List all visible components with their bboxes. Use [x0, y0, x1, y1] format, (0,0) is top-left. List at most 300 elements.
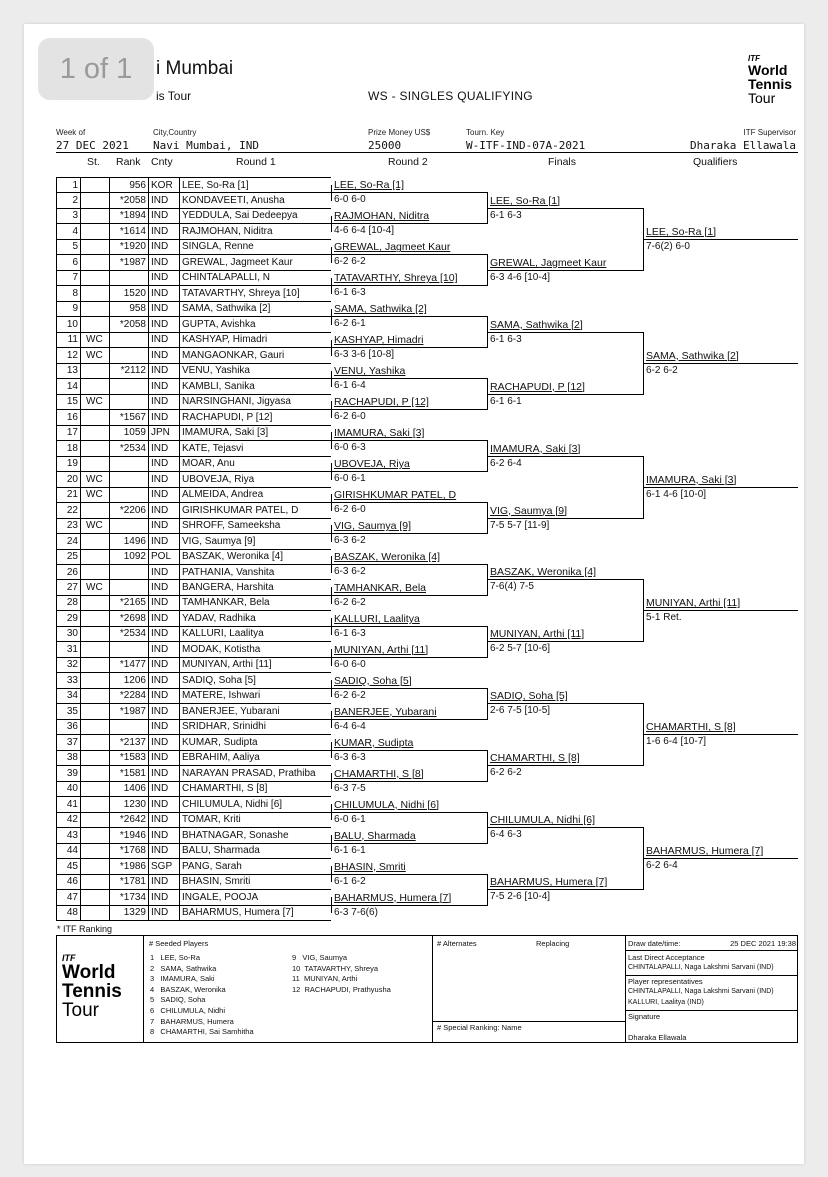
row-rule	[56, 657, 331, 658]
finals-match-score: 7-6(4) 7-5	[490, 581, 534, 593]
row-rule	[56, 905, 331, 906]
player-country: IND	[151, 489, 169, 501]
row-rule	[56, 378, 331, 379]
seed-line-number: 30	[66, 628, 78, 640]
player-name: NARAYAN PRASAD, Prathiba	[182, 767, 316, 779]
row-rule	[56, 316, 331, 317]
seed-line-number: 26	[66, 566, 78, 578]
seed-line-number: 4	[72, 225, 78, 237]
lda-rule	[625, 975, 798, 976]
player-name: MODAK, Kotistha	[182, 643, 261, 655]
finals-winner-name: LEE, So-Ra [1]	[490, 194, 561, 207]
seed-line-number: 15	[66, 396, 78, 408]
entry-status: WC	[86, 489, 103, 501]
player-country: IND	[151, 628, 169, 640]
qualifiers-winner-name: IMAMURA, Saki [3]	[646, 473, 737, 486]
round2-winner-name: KALLURI, Laalitya	[334, 612, 420, 625]
round2-match-score: 6-0 6-3	[334, 442, 366, 454]
qualifiers-winner-line	[643, 239, 798, 240]
entry-status: WC	[86, 473, 103, 485]
footer-special-rule	[432, 1021, 625, 1022]
row-rule	[56, 812, 331, 813]
round2-winner-name: KASHYAP, Himadri	[334, 334, 424, 347]
player-country: IND	[151, 597, 169, 609]
finals-winner-name: BASZAK, Weronika [4]	[490, 566, 597, 579]
player-country: IND	[151, 721, 169, 733]
row-rule	[56, 595, 331, 596]
player-name: TOMAR, Kriti	[182, 814, 241, 826]
entry-status: WC	[86, 520, 103, 532]
player-rank: *1894	[119, 210, 146, 222]
row-rule	[56, 703, 331, 704]
row-rule	[56, 270, 331, 271]
round2-match-score: 4-6 6-4 [10-4]	[334, 225, 395, 237]
footer-top-rule	[56, 935, 798, 936]
round2-match-score: 6-0 6-1	[334, 473, 366, 485]
player-country: IND	[151, 891, 169, 903]
col-header-st: St.	[87, 156, 100, 168]
player-rank: *2165	[119, 597, 146, 609]
round2-winner-name: MUNIYAN, Arthi [11]	[334, 643, 429, 656]
finals-winner-line	[487, 703, 643, 704]
seed-line-number: 42	[66, 814, 78, 826]
seeded-players-title: # Seeded Players	[149, 939, 209, 948]
col-header-cnty: Cnty	[151, 156, 173, 168]
player-rank: *2137	[119, 736, 146, 748]
player-country: POL	[151, 551, 172, 563]
seed-line-number: 23	[66, 520, 78, 532]
round2-winner-line	[331, 781, 487, 782]
city-label: City,Country	[153, 128, 197, 137]
player-name: VIG, Saumya [9]	[182, 535, 256, 547]
seed-line-number: 1	[72, 179, 78, 191]
row-rule	[56, 719, 331, 720]
player-rank: *1567	[119, 411, 146, 423]
seed-line-number: 36	[66, 721, 78, 733]
player-rank: *1581	[119, 767, 146, 779]
round2-winner-name: GREWAL, Jagmeet Kaur	[334, 241, 451, 254]
seed-line-number: 2	[72, 194, 78, 206]
seed-line-number: 17	[66, 427, 78, 439]
round2-match-score: 6-1 6-3	[334, 627, 366, 639]
player-country: IND	[151, 520, 169, 532]
finals-winner-line	[487, 332, 643, 333]
seed-entry: 1 LEE, So-Ra	[150, 953, 201, 962]
itf-ranking-note: * ITF Ranking	[57, 924, 113, 934]
player-rank: *1583	[119, 752, 146, 764]
player-rank: *2698	[119, 612, 146, 624]
player-name: GIRISHKUMAR PATEL, D	[182, 504, 299, 516]
draw-date-rule	[625, 950, 798, 951]
player-rank: *1920	[119, 241, 146, 253]
finals-winner-name: RACHAPUDI, P [12]	[490, 380, 585, 393]
round2-match-score: 6-2 6-1	[334, 318, 366, 330]
player-rank: *2058	[119, 318, 146, 330]
finals-winner-line	[487, 518, 643, 519]
round2-match-score: 6-1 6-4	[334, 380, 366, 392]
player-name: SADIQ, Soha [5]	[182, 674, 256, 686]
player-rank: *2058	[119, 194, 146, 206]
round2-winner-line	[331, 471, 487, 472]
round2-winner-line	[331, 223, 487, 224]
row-rule	[56, 641, 331, 642]
seed-line-number: 19	[66, 458, 78, 470]
player-country: IND	[151, 318, 169, 330]
col-header-finals: Finals	[548, 156, 577, 168]
round2-winner-line	[331, 719, 487, 720]
qualifiers-match-score: 6-1 4-6 [10-0]	[646, 488, 707, 500]
seed-line-number: 5	[72, 241, 78, 253]
finals-winner-name: SADIQ, Soha [5]	[490, 690, 568, 703]
seed-line-number: 29	[66, 612, 78, 624]
row-rule	[56, 672, 331, 673]
round2-match-score: 6-0 6-0	[334, 658, 366, 670]
round2-winner-line	[331, 316, 487, 317]
round2-winner-name: SAMA, Sathwika [2]	[334, 303, 427, 316]
qualifiers-winner-name: MUNIYAN, Arthi [11]	[646, 597, 741, 610]
seed-entry: 2 SAMA, Sathwika	[150, 963, 217, 973]
round2-winner-name: GIRISHKUMAR PATEL, D	[334, 489, 457, 502]
player-name: RAJMOHAN, Niditra	[182, 225, 273, 237]
player-name: KALLURI, Laalitya	[182, 628, 264, 640]
qualifiers-winner-name: LEE, So-Ra [1]	[646, 225, 717, 238]
player-rank: 958	[129, 303, 146, 315]
round2-winner-line	[331, 905, 487, 906]
round2-match-score: 6-3 7-5	[334, 782, 366, 794]
round2-match-score: 6-2 6-2	[334, 596, 366, 608]
seed-line-number: 8	[72, 287, 78, 299]
last-direct-acceptance-label: Last Direct Acceptance	[628, 953, 705, 962]
seed-entry: 9 VIG, Saumya	[292, 953, 348, 962]
player-rank: *2534	[119, 628, 146, 640]
seed-line-number: 11	[67, 334, 78, 346]
round2-winner-name: BALU, Sharmada	[334, 829, 416, 842]
row-rule	[56, 688, 331, 689]
seed-line-number: 14	[66, 380, 78, 392]
row-rule	[56, 549, 331, 550]
player-name: SAMA, Sathwika [2]	[182, 303, 271, 315]
logo-itf-text: ITF	[748, 54, 760, 63]
round2-winner-name: RAJMOHAN, Niditra	[334, 210, 430, 223]
footer-logo-tennis-text: Tennis	[62, 981, 122, 1002]
round2-winner-line	[331, 843, 487, 844]
row-rule	[56, 223, 331, 224]
round2-winner-name: BASZAK, Weronika [4]	[334, 551, 441, 563]
round2-winner-line	[331, 812, 487, 813]
tourn-key-label: Tourn. Key	[466, 128, 505, 137]
round2-winner-line	[331, 254, 487, 255]
finals-winner-line	[487, 394, 643, 395]
tournament-city-title: i Mumbai	[156, 58, 234, 79]
round2-winner-name: SADIQ, Soha [5]	[334, 674, 412, 687]
replacing-title: Replacing	[536, 939, 570, 948]
seed-line-number: 45	[66, 860, 78, 872]
player-name: GUPTA, Avishka	[182, 318, 256, 330]
row-rule	[56, 889, 331, 890]
seed-line-number: 3	[72, 210, 78, 222]
player-rank: *2206	[119, 504, 146, 516]
player-country: IND	[151, 411, 169, 423]
player-name: UBOVEJA, Riya	[182, 473, 255, 485]
row-rule	[56, 874, 331, 875]
player-name: CHAMARTHI, S [8]	[182, 783, 268, 795]
logo-world-text: World	[748, 62, 788, 78]
round2-match-score: 6-0 6-1	[334, 813, 366, 825]
last-direct-acceptance-value: CHINTALAPALLI, Naga Lakshmi Sarvani (IND)	[628, 964, 774, 971]
row-rule	[56, 781, 331, 782]
entry-status: WC	[86, 349, 103, 361]
player-country: IND	[151, 272, 169, 284]
footer-left-rule	[56, 935, 57, 1043]
row-rule	[56, 765, 331, 766]
player-name: CHINTALAPALLI, N	[182, 272, 270, 284]
player-country: IND	[151, 876, 169, 888]
finals-winner-name: GREWAL, Jagmeet Kaur	[490, 256, 607, 269]
player-country: IND	[151, 612, 169, 624]
player-rank: *1987	[119, 705, 146, 717]
finals-match-score: 6-3 4-6 [10-4]	[490, 271, 551, 283]
player-name: VENU, Yashika	[182, 365, 250, 377]
player-country: IND	[151, 814, 169, 826]
player-country: IND	[151, 829, 169, 841]
player-name: BANGERA, Harshita	[182, 581, 274, 593]
player-rank: 1230	[123, 798, 146, 810]
seed-line-number: 35	[66, 705, 78, 717]
player-country: IND	[151, 767, 169, 779]
player-name: SRIDHAR, Srinidhi	[182, 721, 266, 733]
finals-match-score: 6-1 6-3	[490, 333, 522, 345]
round2-winner-name: UBOVEJA, Riya	[334, 458, 410, 471]
round2-match-score: 6-1 6-1	[334, 844, 366, 856]
player-country: IND	[151, 225, 169, 237]
seed-line-number: 28	[66, 597, 78, 609]
footer-logo-world-text: World	[62, 962, 116, 983]
round2-match-score: 6-3 6-2	[334, 566, 366, 577]
round2-match-score: 6-1 6-2	[334, 875, 366, 887]
player-rank: *1614	[119, 225, 146, 237]
footer-divider-2	[432, 935, 433, 1043]
round2-winner-name: TATAVARTHY, Shreya [10]	[334, 272, 458, 285]
finals-winner-line	[487, 765, 643, 766]
seed-entry: 6 CHILUMULA, Nidhi	[150, 1006, 226, 1015]
player-name: KASHYAP, Himadri	[182, 334, 268, 346]
finals-winner-name: CHILUMULA, Nidhi [6]	[490, 814, 596, 827]
finals-match-score: 2-6 7-5 [10-5]	[490, 705, 551, 717]
player-country: IND	[151, 256, 169, 268]
finals-winner-name: IMAMURA, Saki [3]	[490, 442, 581, 455]
player-country: IND	[151, 674, 169, 686]
player-country: IND	[151, 396, 169, 408]
player-country: IND	[151, 380, 169, 392]
finals-winner-line	[487, 579, 643, 580]
supervisor-value: Dharaka Ellawala	[690, 139, 796, 152]
player-rank: *2284	[119, 690, 146, 702]
round2-winner-name: CHAMARTHI, S [8]	[334, 767, 424, 780]
player-rank: 1092	[123, 551, 146, 563]
qualifiers-match-score: 6-2 6-2	[646, 364, 678, 376]
qualifiers-winner-line	[643, 610, 798, 611]
seed-line-number: 47	[66, 891, 78, 903]
signature-name: Dharaka Ellawala	[628, 1033, 687, 1042]
player-name: PANG, Sarah	[182, 860, 242, 872]
logo-tour-text: Tour	[748, 90, 776, 106]
row-rule	[56, 626, 331, 627]
alternates-title: # Alternates	[437, 939, 477, 948]
player-name: PATHANIA, Vanshita	[182, 566, 275, 578]
player-country: IND	[151, 659, 169, 671]
finals-match-score: 6-1 6-1	[490, 395, 522, 407]
player-name: NARSINGHANI, Jigyasa	[182, 396, 291, 408]
seed-line-number: 25	[66, 551, 78, 563]
qualifiers-winner-line	[643, 487, 798, 488]
round2-match-score: 6-3 7-6(6)	[334, 906, 378, 918]
player-rank: 1406	[123, 783, 146, 795]
player-name: INGALE, POOJA	[182, 891, 259, 903]
round2-winner-name: VENU, Yashika	[334, 365, 406, 378]
city-value: Navi Mumbai, IND	[153, 139, 259, 152]
seed-line-number: 6	[72, 256, 78, 268]
finals-match-score: 7-5 2-6 [10-4]	[490, 891, 551, 903]
row-rule	[56, 750, 331, 751]
player-country: IND	[151, 690, 169, 702]
player-name: MUNIYAN, Arthi [11]	[182, 659, 272, 671]
finals-winner-line	[487, 889, 643, 890]
player-country: IND	[151, 473, 169, 485]
row-rule	[56, 827, 331, 828]
row-rule	[56, 177, 331, 178]
qualifiers-match-score: 6-2 6-4	[646, 860, 678, 872]
player-rank: *1987	[119, 256, 146, 268]
row-rule	[56, 425, 331, 426]
player-rank: *1734	[119, 891, 146, 903]
round2-winner-line	[331, 688, 487, 689]
row-rule	[56, 533, 331, 534]
round2-match-score: 6-3 6-2	[334, 535, 366, 547]
seed-line-number: 22	[66, 504, 78, 516]
row-rule	[56, 487, 331, 488]
week-label: Week of	[56, 128, 86, 137]
row-rule	[56, 843, 331, 844]
reps-rule	[625, 1010, 798, 1011]
col-header-qualifiers: Qualifiers	[693, 156, 738, 168]
player-name: GREWAL, Jagmeet Kaur	[182, 256, 293, 268]
qualifiers-match-score: 5-1 Ret.	[646, 612, 682, 624]
round2-match-score: 6-3 6-3	[334, 751, 366, 763]
finals-winner-line	[487, 208, 643, 209]
player-country: IND	[151, 783, 169, 795]
player-name: ALMEIDA, Andrea	[182, 489, 264, 501]
week-value: 27 DEC 2021	[56, 139, 129, 152]
player-country: IND	[151, 365, 169, 377]
seed-line-number: 48	[66, 907, 78, 919]
seed-entry: 3 IMAMURA, Saki	[150, 974, 215, 984]
qualifiers-winner-name: BAHARMUS, Humera [7]	[646, 845, 764, 858]
seed-line-number: 31	[66, 643, 78, 655]
finals-winner-line	[487, 641, 643, 642]
player-name: BAHARMUS, Humera [7]	[182, 907, 294, 919]
player-name: YEDDULA, Sai Dedeepya	[182, 210, 298, 222]
round2-winner-line	[331, 347, 487, 348]
seed-line-number: 34	[66, 690, 78, 702]
row-rule	[56, 394, 331, 395]
seed-line-number: 37	[66, 736, 78, 748]
draw-date-label: Draw date/time:	[628, 939, 681, 948]
seed-line-number: 38	[66, 752, 78, 764]
seed-entry: 8 CHAMARTHI, Sai Samhitha	[150, 1027, 254, 1037]
seed-line-number: 41	[66, 798, 78, 810]
seed-line-number: 18	[66, 442, 78, 454]
finals-winner-line	[487, 270, 643, 271]
round2-winner-name: LEE, So-Ra [1]	[334, 179, 405, 192]
finals-winner-name: MUNIYAN, Arthi [11]	[490, 628, 585, 641]
prize-money-value: 25000	[368, 139, 402, 152]
row-rule	[56, 363, 331, 364]
player-country: IND	[151, 643, 169, 655]
finals-winner-name: SAMA, Sathwika [2]	[490, 318, 583, 331]
seed-entry: 4 BASZAK, Weronika	[150, 984, 226, 994]
round2-winner-name: BANERJEE, Yubarani	[334, 705, 437, 718]
col-header-round1: Round 1	[236, 156, 276, 168]
player-rank: *1477	[119, 659, 146, 671]
special-ranking-title: # Special Ranking: Name	[437, 1023, 522, 1032]
player-name: KATE, Tejasvi	[182, 442, 244, 454]
row-rule	[56, 610, 331, 611]
row-rule	[56, 208, 331, 209]
player-country: KOR	[151, 179, 173, 191]
finals-match-score: 6-1 6-3	[490, 209, 522, 221]
prize-money-label: Prize Money US$	[368, 128, 431, 137]
row-rule	[56, 347, 331, 348]
round2-winner-name: VIG, Saumya [9]	[334, 520, 412, 533]
player-representative-2: KALLURI, Laalitya (IND)	[628, 999, 704, 1006]
round2-winner-line	[331, 874, 487, 875]
qualifiers-match-score: 7-6(2) 6-0	[646, 240, 690, 252]
seed-line-number: 9	[72, 303, 78, 315]
col-header-rank: Rank	[116, 156, 141, 168]
player-country: IND	[151, 845, 169, 857]
player-rank: *1946	[119, 829, 146, 841]
player-rank: *1986	[119, 860, 146, 872]
round2-winner-line	[331, 409, 487, 410]
round2-winner-line	[331, 192, 487, 193]
round2-match-score: 6-2 6-2	[334, 256, 366, 268]
footer-itf-logo	[62, 954, 122, 1020]
col-header-round2: Round 2	[388, 156, 428, 168]
round2-winner-name: KUMAR, Sudipta	[334, 736, 414, 749]
seed-line-number: 43	[66, 829, 78, 841]
player-country: IND	[151, 210, 169, 222]
row-rule	[56, 564, 331, 565]
player-country: IND	[151, 241, 169, 253]
signature-label: Signature	[628, 1012, 661, 1021]
row-rule	[56, 332, 331, 333]
qualifiers-winner-line	[643, 858, 798, 859]
row-rule	[56, 734, 331, 735]
player-representative-1: CHINTALAPALLI, Naga Lakshmi Sarvani (IND)	[628, 988, 774, 995]
player-name: SHROFF, Sameeksha	[182, 520, 281, 532]
round2-winner-line	[331, 440, 487, 441]
player-country: IND	[151, 287, 169, 299]
player-country: IND	[151, 442, 169, 454]
qualifiers-winner-name: SAMA, Sathwika [2]	[646, 349, 739, 362]
player-rank: *2642	[119, 814, 146, 826]
player-name: BANERJEE, Yubarani	[182, 705, 280, 717]
draw-date-value: 25 DEC 2021 19:38	[730, 939, 796, 948]
finals-winner-name: CHAMARTHI, S [8]	[490, 752, 580, 765]
footer-logo-itf-text: ITF	[62, 953, 76, 963]
row-rule	[56, 579, 331, 580]
player-country: IND	[151, 736, 169, 748]
